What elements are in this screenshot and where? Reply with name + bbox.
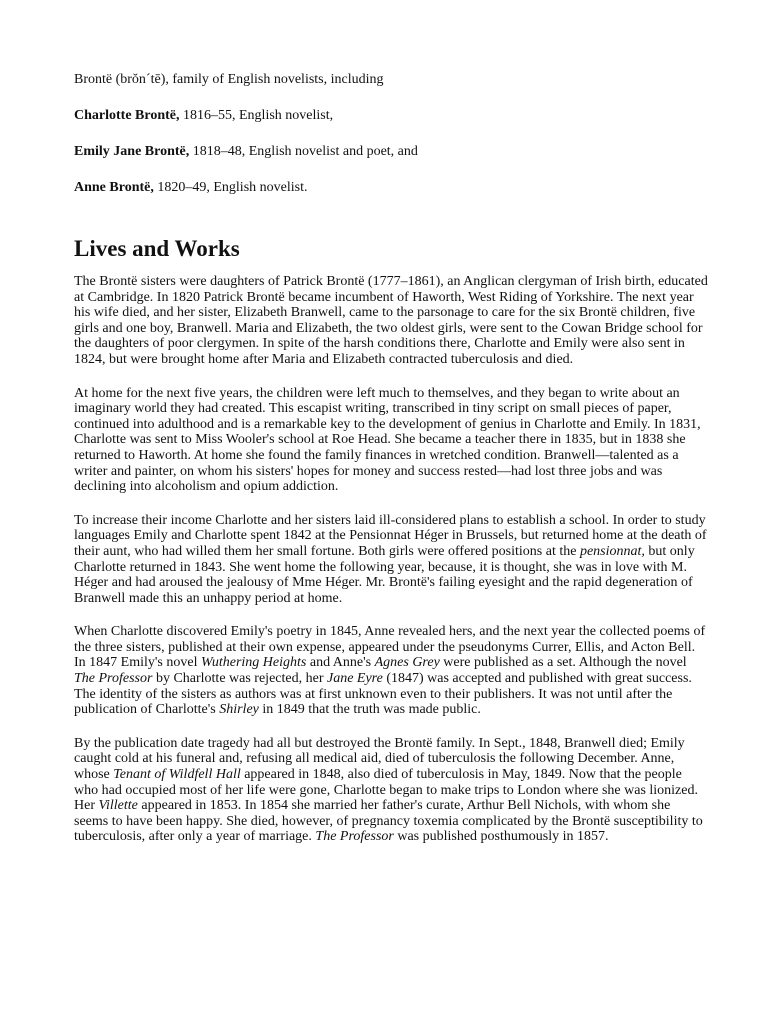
member-desc: 1820–49, English novelist. (153, 180, 308, 195)
text-run: but only Charlotte returned in 1843. She went home the following year, because, it is thought, she was in love with M. Héger and had aroused the jealousy of Mme Héger. Mr. Brontë's failing eyesight and the rapid degeneration of Branwell made this an unhappy period at home. (74, 543, 695, 606)
text-run: were published as a set. Although the novel (439, 655, 687, 671)
member-anne (74, 180, 708, 196)
text-run: When Charlotte discovered Emily's poetry in 1845, Anne revealed hers, and the next year the collected poems of the three sisters, published at their own expense, appeared under the pseudonyms Currer, Ellis, and Acton Bell. In 1847 Emily's novel (74, 624, 706, 671)
article-body (74, 274, 708, 845)
section-heading: Lives and Works (74, 236, 240, 261)
paragraph-5 (74, 736, 708, 845)
text-run: appeared in 1853. In 1854 she married her father's curate, Arthur Bell Nichols, with whom she seems to have been happy. She died, however, of pregnancy toxemia complicated by the Brontë susceptibility to tuberculosis, after only a year of marriage. (74, 798, 703, 845)
member-charlotte (74, 108, 708, 124)
member-name: Anne Brontë, (74, 180, 154, 195)
text-run: appeared in 1848, also died of tuberculosis in May, 1849. Now that the people who had occupied most of her life were gone, Charlotte began to make trips to London where she was lionized. Her (74, 767, 698, 814)
italic-term: pensionnat, (579, 543, 645, 559)
text-run: By the publication date tragedy had all but destroyed the Brontë family. In Sept., 1848, Branwell died; Emily caught cold at his funeral and, refusing all medical aid, died of tuberculosis the following December. Anne, whose (74, 735, 685, 783)
book-title: Wuthering Heights (200, 655, 307, 671)
paragraph-4 (74, 624, 708, 718)
paragraph-2: At home for the next five years, the children were left much to themselves, and they began to write about an imaginary world they had created. This escapist writing, transcribed in tiny script on small pieces of paper, continued into adulthood and is a remarkable key to the development of genius in Charlotte and Emily. In 1831, Charlotte was sent to Miss Wooler's school at Roe Head. She became a teacher there in 1835, but in 1838 she returned to Haworth. At home she found the family finances in wretched condition. Branwell—talented as a writer and painter, on whom his sisters' hopes for money and success rested—had lost three jobs and was declining into alcoholism and opium addiction. (74, 385, 701, 495)
member-desc: 1818–48, English novelist and poet, and (189, 144, 418, 159)
book-title: Tenant of Wildfell Hall (113, 767, 241, 783)
book-title: Jane Eyre (326, 671, 383, 687)
intro-line: Brontë (brŏn´tē), family of English novelists, including (74, 72, 384, 87)
member-name: Emily Jane Brontë, (74, 144, 190, 159)
intro-block (74, 72, 708, 196)
paragraph-3 (74, 513, 708, 607)
text-run: (1847) was accepted and published with great success. The identity of the sisters as authors was at first unknown even to their publishers. It was not until after the publication of Charlotte's (74, 671, 692, 718)
paragraph-1: The Brontë sisters were daughters of Patrick Brontë (1777–1861), an Anglican clergyman of Irish birth, educated at Cambridge. In 1820 Patrick Brontë became incumbent of Haworth, West Riding of Yorkshire. The next year his wife died, and her sister, Elizabeth Branwell, came to the parsonage to care for the six Brontë children, five girls and one boy, Branwell. Maria and Elizabeth, the two oldest girls, were sent to the Cowan Bridge school for the daughters of poor clergymen. In spite of the harsh conditions there, Charlotte and Emily were also sent in 1824, but were brought home after Maria and Elizabeth contracted tuberculosis and died. (74, 274, 708, 367)
member-emily (74, 144, 708, 160)
text-run: was published posthumously in 1857. (393, 829, 609, 845)
member-desc: 1816–55, English novelist, (179, 108, 334, 123)
book-title: The Professor (315, 829, 394, 845)
text-run: To increase their income Charlotte and her sisters laid ill-considered plans to establish a school. In order to study languages Emily and Charlotte spent 1842 at the Pensionnat Héger in Brussels, but returned home at the death of their aunt, who had willed them her small fortune. Both girls were offered positions at the (74, 512, 707, 559)
member-name: Charlotte Brontë, (74, 108, 180, 123)
text-run: by Charlotte was rejected, her (152, 671, 327, 687)
text-run: and Anne's (306, 655, 375, 671)
text-run: in 1849 that the truth was made public. (258, 702, 481, 718)
book-title: Shirley (219, 702, 259, 718)
book-title: Villette (98, 798, 138, 814)
book-title: Agnes Grey (374, 655, 440, 671)
book-title: The Professor (74, 671, 153, 687)
